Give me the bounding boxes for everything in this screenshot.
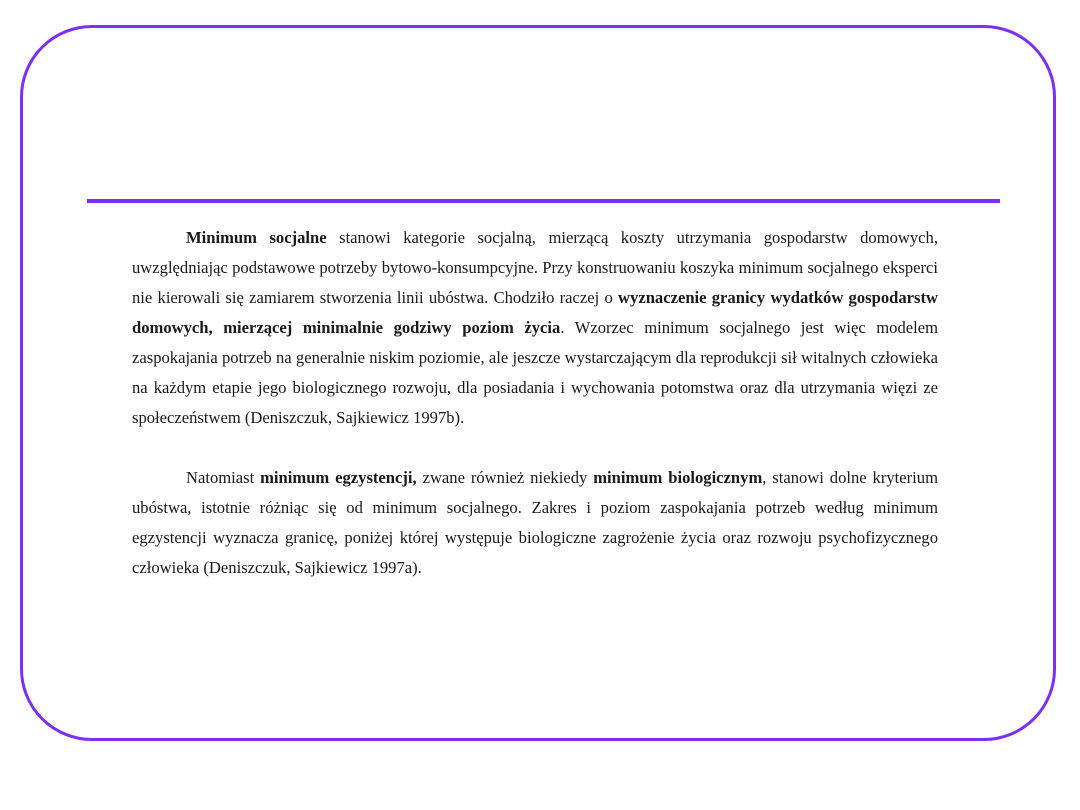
slide-body (132, 223, 938, 583)
paragraph-minimum-egzystencji (132, 463, 938, 583)
term-minimum-egzystencji: minimum egzystencji, (260, 468, 417, 487)
term-minimum-socjalne: Minimum socjalne (186, 228, 327, 247)
title-divider-line (87, 199, 1000, 203)
paragraph1-text-1: stanowi kategorie socjalną, mierzącą koszty utrzymania gospodarstw domowych, uwzględniając podstawowe potrzeby bytowo-konsumpcyjne. Przy konstruowaniu koszyka minimum socjalnego eksperci nie kierowali się zamiarem stworzenia linii ubóstwa. Chodziło raczej o (132, 228, 938, 307)
paragraph2-text-2: zwane również niekiedy (416, 468, 594, 487)
emphasis-granica-wydatkow: wyznaczenie granicy wydatków gospodarstw domowych, mierzącej minimalnie godziwy poziom życia (132, 288, 938, 337)
paragraph1-text-2: . Wzorzec minimum socjalnego jest więc modelem zaspokajania potrzeb na generalnie niskim poziomie, ale jeszcze wystarczającym dla reprodukcji sił witalnych człowieka na każdym etapie jego biologicznego rozwoju, dla posiadania i wychowania potomstwa oraz dla utrzymania więzi ze społeczeństwem (Deniszczuk, Sajkiewicz 1997b). (132, 318, 938, 427)
term-minimum-biologiczne: minimum biologicznym (593, 468, 763, 487)
paragraph2-text-3: , stanowi dolne kryterium ubóstwa, istotnie różniąc się od minimum socjalnego. Zakres i poziom zaspokajania potrzeb według minimum egzystencji wyznacza granicę, poniżej której występuje biologiczne zagrożenie życia oraz rozwoju psychofizycznego człowieka (Deniszczuk, Sajkiewicz 1997a). (132, 468, 938, 577)
paragraph2-text-1: Natomiast (186, 468, 261, 487)
paragraph-minimum-socjalne (132, 223, 938, 433)
